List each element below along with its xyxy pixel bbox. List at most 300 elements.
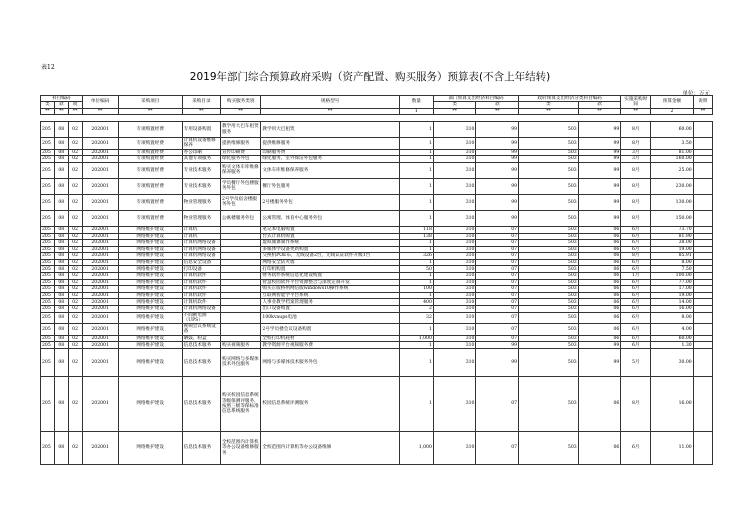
- cell-amount: 19.00: [651, 292, 694, 299]
- cell-project: 网络维护建设: [118, 342, 182, 349]
- cell-spec: 购买正版桥州网信版windows10操作系统: [261, 286, 399, 293]
- cell-unit-code: 202001: [82, 194, 118, 210]
- cell-catalog: 物业管理服务: [182, 194, 220, 210]
- cell-quantity: 1: [399, 162, 433, 178]
- cell-quantity: 2: [399, 306, 433, 313]
- cell-project: 专项购置经费: [118, 156, 182, 163]
- cell-quantity: 1: [399, 348, 433, 376]
- cell-amount: 73.70: [651, 226, 694, 233]
- cell-time: 6月: [621, 240, 651, 247]
- cell-dept-lei: 310: [433, 233, 476, 240]
- cell-kuan: 08: [54, 312, 68, 324]
- cell-gov-lei: 503: [519, 178, 579, 194]
- cell-dept-kuan: 07: [476, 431, 519, 464]
- cell-service-type: [220, 306, 260, 313]
- cell-gov-kuan: 99: [578, 194, 621, 210]
- cell-service-type: 提供维修服务: [220, 138, 260, 150]
- marker-cell: **: [519, 108, 579, 115]
- cell-gov-lei: 503: [519, 376, 579, 431]
- cell-dept-kuan: 99: [476, 342, 519, 349]
- cell-lei: 205: [41, 240, 55, 247]
- cell-amount: 77.00: [651, 279, 694, 286]
- cell-time: 6月: [621, 342, 651, 349]
- cell-quantity: 100: [399, 286, 433, 293]
- cell-unit-code: 202001: [82, 246, 118, 253]
- cell-project: 网络维护建设: [118, 253, 182, 260]
- header-unit-code: 单位编码: [82, 96, 118, 109]
- cell-project: 网络维护建设: [118, 299, 182, 306]
- cell-xiang: 02: [68, 253, 82, 260]
- cell-catalog: 计算机: [182, 233, 220, 240]
- cell-unit-code: 202001: [82, 266, 118, 273]
- cell-amount: 38.00: [651, 240, 694, 247]
- cell-dept-kuan: 07: [476, 246, 519, 253]
- table-row: [41, 259, 713, 266]
- cell-amount: 150.00: [651, 210, 694, 226]
- cell-gov-kuan: 06: [578, 312, 621, 324]
- cell-unit-code: 202001: [82, 240, 118, 247]
- cell-catalog: 打印设备: [182, 266, 220, 273]
- cell-spec: 餐厅外包服务: [261, 178, 399, 194]
- header-gov-econ: 政府预算支出经济分类科目编码: [519, 96, 621, 102]
- header-catalog: 采购目录: [182, 96, 220, 109]
- cell-project: 网络维护建设: [118, 335, 182, 342]
- cell-project: 网络维护建设: [118, 376, 182, 431]
- cell-note: [693, 162, 712, 178]
- cell-unit-code: 202001: [82, 376, 118, 431]
- cell-kuan: 08: [54, 194, 68, 210]
- marker-cell: **: [220, 108, 260, 115]
- cell-gov-kuan: 06: [578, 286, 621, 293]
- cell-kuan: 08: [54, 335, 68, 342]
- cell-time: 6月: [621, 431, 651, 464]
- cell-xiang: 02: [68, 138, 82, 150]
- cell-unit-code: 202001: [82, 348, 118, 376]
- cell-note: [693, 178, 712, 194]
- cell-dept-lei: 310: [433, 312, 476, 324]
- cell-service-type: [220, 292, 260, 299]
- cell-catalog: 硒鼓、粉盒: [182, 335, 220, 342]
- cell-lei: 205: [41, 286, 55, 293]
- table-row: [41, 279, 713, 286]
- cell-gov-kuan: 06: [578, 233, 621, 240]
- cell-catalog: 计算机网络设备: [182, 246, 220, 253]
- cell-gov-kuan: 99: [578, 149, 621, 156]
- cell-project: 网络维护建设: [118, 246, 182, 253]
- cell-spec: 2号楼服务外包: [261, 194, 399, 210]
- cell-unit-code: 202001: [82, 342, 118, 349]
- cell-quantity: 326: [399, 253, 433, 260]
- cell-service-type: [220, 299, 260, 306]
- cell-spec: 多媒体学设备更新购置: [261, 246, 399, 253]
- cell-spec: 互联网智能学平台系统: [261, 292, 399, 299]
- cell-gov-kuan: 99: [578, 138, 621, 150]
- cell-gov-lei: 503: [519, 194, 579, 210]
- cell-amount: 85.91: [651, 253, 694, 260]
- header-xiang: 项: [68, 102, 82, 108]
- cell-gov-lei: 503: [519, 286, 579, 293]
- cell-amount: 4.00: [651, 324, 694, 336]
- cell-xiang: 02: [68, 312, 82, 324]
- cell-lei: 205: [41, 259, 55, 266]
- cell-catalog: 信息技术服务: [182, 431, 220, 464]
- cell-gov-lei: 503: [519, 259, 579, 266]
- cell-dept-lei: 310: [433, 342, 476, 349]
- cell-note: [693, 306, 712, 313]
- cell-dept-lei: 310: [433, 292, 476, 299]
- cell-quantity: 1: [399, 273, 433, 280]
- cell-gov-lei: 503: [519, 253, 579, 260]
- cell-gov-kuan: 06: [578, 292, 621, 299]
- cell-kuan: 08: [54, 299, 68, 306]
- cell-amount: 19.00: [651, 246, 694, 253]
- cell-kuan: 08: [54, 286, 68, 293]
- cell-kuan: 08: [54, 259, 68, 266]
- cell-unit-code: 202001: [82, 233, 118, 240]
- cell-spec: 印刷服务费: [261, 149, 399, 156]
- cell-xiang: 02: [68, 335, 82, 342]
- cell-gov-kuan: 06: [578, 246, 621, 253]
- cell-time: 6月: [621, 279, 651, 286]
- marker-cell: **: [82, 108, 118, 115]
- table-row: [41, 122, 713, 138]
- cell-catalog: 办公印刷: [182, 149, 220, 156]
- cell-catalog: 计算机: [182, 226, 220, 233]
- unit-label: 单位：万元: [682, 91, 710, 97]
- table-body: [41, 122, 713, 465]
- cell-lei: 205: [41, 149, 55, 156]
- table-row: [41, 210, 713, 226]
- cell-spec: 100kvaups电池: [261, 312, 399, 324]
- cell-lei: 205: [41, 194, 55, 210]
- cell-gov-lei: 503: [519, 342, 579, 349]
- cell-quantity: 400: [399, 299, 433, 306]
- cell-spec: 人事业教学档案管理服务: [261, 299, 399, 306]
- cell-spec: 绿化服务，室外保洁外包服务: [261, 156, 399, 163]
- cell-dept-kuan: 99: [476, 162, 519, 178]
- cell-time: 6月: [621, 266, 651, 273]
- cell-quantity: 138: [399, 233, 433, 240]
- marker-cell: **: [118, 108, 182, 115]
- cell-unit-code: 202001: [82, 431, 118, 464]
- cell-note: [693, 431, 712, 464]
- cell-spec: 打印机购置: [261, 266, 399, 273]
- table-row: [41, 292, 713, 299]
- cell-time: 1月: [621, 273, 651, 280]
- cell-note: [693, 233, 712, 240]
- cell-amount: 11.00: [651, 431, 694, 464]
- cell-service-type: [220, 266, 260, 273]
- header-dept-econ: 部门预算支出经济科目编码: [433, 96, 518, 102]
- cell-catalog: 专业技术服务: [182, 162, 220, 178]
- cell-dept-lei: 310: [433, 376, 476, 431]
- cell-catalog: 信息技术服务: [182, 348, 220, 376]
- cell-amount: 30.00: [651, 348, 694, 376]
- cell-note: [693, 286, 712, 293]
- cell-lei: 205: [41, 306, 55, 313]
- cell-quantity: 1: [399, 324, 433, 336]
- cell-note: [693, 259, 712, 266]
- cell-lei: 205: [41, 273, 55, 280]
- cell-quantity: 1: [399, 178, 433, 194]
- cell-spec: 2号学员楼会议设备购置: [261, 324, 399, 336]
- cell-kuan: 08: [54, 178, 68, 194]
- marker-cell: 2: [651, 108, 694, 115]
- cell-dept-lei: 310: [433, 253, 476, 260]
- cell-time: 8月: [621, 376, 651, 431]
- cell-gov-kuan: 99: [578, 348, 621, 376]
- cell-xiang: 02: [68, 266, 82, 273]
- cell-spec: 智慧校园软件平台资源整合与深度定制开发: [261, 279, 399, 286]
- table-row: [41, 156, 713, 163]
- header-kuan: 款: [54, 102, 68, 108]
- cell-gov-kuan: 06: [578, 324, 621, 336]
- cell-catalog: 视频会议系统设备: [182, 324, 220, 336]
- header-lei: 类: [41, 102, 55, 108]
- cell-project: 专项购置经费: [118, 149, 182, 156]
- cell-unit-code: 202001: [82, 292, 118, 299]
- cell-catalog: 计算机设备维修保养: [182, 138, 220, 150]
- table-row: [41, 178, 713, 194]
- cell-gov-lei: 503: [519, 240, 579, 247]
- cell-amount: 17.00: [651, 286, 694, 293]
- cell-catalog: 专业技术服务: [182, 178, 220, 194]
- cell-xiang: 02: [68, 279, 82, 286]
- cell-time: 6月: [621, 286, 651, 293]
- cell-quantity: 1,000: [399, 431, 433, 464]
- cell-kuan: 08: [54, 240, 68, 247]
- cell-kuan: 08: [54, 122, 68, 138]
- cell-quantity: 1: [399, 376, 433, 431]
- cell-catalog: 计算机软件: [182, 279, 220, 286]
- cell-gov-kuan: 99: [578, 122, 621, 138]
- cell-spec: 全校范围内计算机等办公设备维修: [261, 431, 399, 464]
- cell-gov-kuan: 06: [578, 431, 621, 464]
- cell-note: [693, 226, 712, 233]
- cell-gov-kuan: 06: [578, 299, 621, 306]
- cell-dept-lei: 310: [433, 194, 476, 210]
- cell-time: 8月: [621, 178, 651, 194]
- cell-dept-lei: 310: [433, 286, 476, 293]
- cell-lei: 205: [41, 210, 55, 226]
- cell-time: 6月: [621, 233, 651, 240]
- cell-dept-lei: 310: [433, 348, 476, 376]
- cell-gov-kuan: 06: [578, 335, 621, 342]
- cell-dept-kuan: 99: [476, 138, 519, 150]
- cell-unit-code: 202001: [82, 178, 118, 194]
- cell-kuan: 08: [54, 156, 68, 163]
- cell-note: [693, 266, 712, 273]
- table-row: [41, 266, 713, 273]
- page-title: 2019年部门综合预算政府采购（资产配置、购买服务）预算表(不含上年结转): [189, 71, 551, 83]
- cell-kuan: 08: [54, 342, 68, 349]
- cell-kuan: 08: [54, 226, 68, 233]
- cell-gov-kuan: 06: [578, 273, 621, 280]
- cell-dept-lei: 310: [433, 240, 476, 247]
- cell-dept-kuan: 99: [476, 194, 519, 210]
- table-row: [41, 312, 713, 324]
- cell-time: 6月: [621, 259, 651, 266]
- cell-unit-code: 202001: [82, 162, 118, 178]
- cell-service-type: 绿化服务外包: [220, 156, 260, 163]
- cell-xiang: 02: [68, 299, 82, 306]
- cell-dept-lei: 310: [433, 210, 476, 226]
- cell-dept-lei: 310: [433, 178, 476, 194]
- cell-note: [693, 376, 712, 431]
- cell-dept-lei: 310: [433, 273, 476, 280]
- cell-catalog: 计算机网络设备: [182, 240, 220, 247]
- cell-service-type: 购买校园信息系统等级保测评服务，按照三级等保标准信息系统服务: [220, 376, 260, 431]
- table-row: [41, 162, 713, 178]
- cell-gov-lei: 503: [519, 156, 579, 163]
- cell-gov-lei: 503: [519, 273, 579, 280]
- cell-gov-lei: 503: [519, 348, 579, 376]
- cell-amount: 16.00: [651, 306, 694, 313]
- cell-kuan: 08: [54, 253, 68, 260]
- cell-project: 网络维护建设: [118, 266, 182, 273]
- cell-project: 网络维护建设: [118, 306, 182, 313]
- cell-note: [693, 240, 712, 247]
- cell-gov-lei: 503: [519, 122, 579, 138]
- cell-note: [693, 138, 712, 150]
- cell-gov-lei: 503: [519, 210, 579, 226]
- cell-lei: 205: [41, 156, 55, 163]
- cell-unit-code: 202001: [82, 122, 118, 138]
- page-label: 表12: [41, 64, 55, 71]
- cell-dept-kuan: 07: [476, 292, 519, 299]
- cell-lei: 205: [41, 162, 55, 178]
- cell-project: 网络维护建设: [118, 312, 182, 324]
- cell-project: 网络维护建设: [118, 259, 182, 266]
- cell-lei: 205: [41, 122, 55, 138]
- cell-dept-kuan: 07: [476, 253, 519, 260]
- cell-dept-kuan: 07: [476, 324, 519, 336]
- marker-cell: **: [578, 108, 621, 115]
- cell-xiang: 02: [68, 246, 82, 253]
- cell-catalog: 专用设备购置: [182, 122, 220, 138]
- cell-gov-lei: 503: [519, 299, 579, 306]
- cell-catalog: 计算机软件: [182, 299, 220, 306]
- cell-lei: 205: [41, 335, 55, 342]
- cell-gov-kuan: 06: [578, 279, 621, 286]
- table-row: [41, 149, 713, 156]
- cell-time: 6月: [621, 226, 651, 233]
- cell-time: 6月: [621, 335, 651, 342]
- cell-project: 网络维护建设: [118, 292, 182, 299]
- cell-service-type: [220, 240, 260, 247]
- cell-quantity: 1: [399, 342, 433, 349]
- cell-note: [693, 335, 712, 342]
- cell-kuan: 08: [54, 376, 68, 431]
- cell-dept-kuan: 07: [476, 273, 519, 280]
- cell-dept-lei: 310: [433, 324, 476, 336]
- cell-dept-kuan: 99: [476, 156, 519, 163]
- table-row: [41, 342, 713, 349]
- table-row: [41, 246, 713, 253]
- cell-gov-lei: 503: [519, 335, 579, 342]
- cell-unit-code: 202001: [82, 335, 118, 342]
- cell-lei: 205: [41, 431, 55, 464]
- cell-time: 6月: [621, 246, 651, 253]
- cell-spec: 出口设备购置: [261, 306, 399, 313]
- marker-cell: **: [41, 108, 55, 115]
- cell-spec: 台式计算机购置: [261, 233, 399, 240]
- cell-service-type: [220, 246, 260, 253]
- cell-time: 8月: [621, 138, 651, 150]
- header-dept-lei: 类: [433, 102, 476, 108]
- cell-time: 6月: [621, 312, 651, 324]
- cell-xiang: 02: [68, 156, 82, 163]
- cell-xiang: 02: [68, 259, 82, 266]
- cell-time: 6月: [621, 299, 651, 306]
- cell-amount: 60.00: [651, 335, 694, 342]
- procurement-budget-table: [40, 95, 713, 465]
- cell-xiang: 02: [68, 162, 82, 178]
- cell-unit-code: 202001: [82, 149, 118, 156]
- cell-spec: 笔记本电脑购置: [261, 226, 399, 233]
- cell-xiang: 02: [68, 210, 82, 226]
- cell-gov-lei: 503: [519, 292, 579, 299]
- cell-gov-kuan: 99: [578, 156, 621, 163]
- cell-dept-kuan: 07: [476, 240, 519, 247]
- cell-lei: 205: [41, 312, 55, 324]
- cell-spec: 网络安全防火墙: [261, 259, 399, 266]
- cell-project: 网络维护建设: [118, 240, 182, 247]
- cell-gov-lei: 503: [519, 279, 579, 286]
- cell-note: [693, 253, 712, 260]
- table-row: [41, 376, 713, 431]
- cell-gov-lei: 503: [519, 138, 579, 150]
- cell-kuan: 08: [54, 266, 68, 273]
- cell-note: [693, 149, 712, 156]
- cell-unit-code: 202001: [82, 253, 118, 260]
- cell-gov-kuan: 99: [578, 210, 621, 226]
- cell-amount: 100.00: [651, 273, 694, 280]
- cell-project: 专项购置经费: [118, 210, 182, 226]
- cell-gov-kuan: 06: [578, 240, 621, 247]
- cell-catalog: 计算机软件: [182, 292, 220, 299]
- cell-project: 专项购置经费: [118, 122, 182, 138]
- cell-dept-lei: 310: [433, 279, 476, 286]
- cell-kuan: 08: [54, 273, 68, 280]
- cell-note: [693, 299, 712, 306]
- cell-dept-kuan: 07: [476, 299, 519, 306]
- table-row: [41, 286, 713, 293]
- cell-gov-lei: 503: [519, 226, 579, 233]
- cell-dept-kuan: 07: [476, 226, 519, 233]
- cell-note: [693, 246, 712, 253]
- cell-project: 专项购置经费: [118, 178, 182, 194]
- table-row: [41, 240, 713, 247]
- cell-gov-kuan: 99: [578, 178, 621, 194]
- header-gov-kuan: 款: [578, 102, 621, 108]
- cell-time: 8月: [621, 253, 651, 260]
- cell-time: 8月: [621, 194, 651, 210]
- cell-note: [693, 342, 712, 349]
- cell-gov-kuan: 06: [578, 376, 621, 431]
- cell-spec: 虚拟微课制作系统: [261, 240, 399, 247]
- cell-unit-code: 202001: [82, 312, 118, 324]
- cell-kuan: 08: [54, 431, 68, 464]
- cell-unit-code: 202001: [82, 226, 118, 233]
- cell-dept-kuan: 99: [476, 149, 519, 156]
- cell-gov-lei: 503: [519, 266, 579, 273]
- cell-kuan: 08: [54, 246, 68, 253]
- cell-amount: 1.30: [651, 342, 694, 349]
- cell-kuan: 08: [54, 233, 68, 240]
- cell-quantity: 1: [399, 240, 433, 247]
- cell-amount: 60.00: [651, 122, 694, 138]
